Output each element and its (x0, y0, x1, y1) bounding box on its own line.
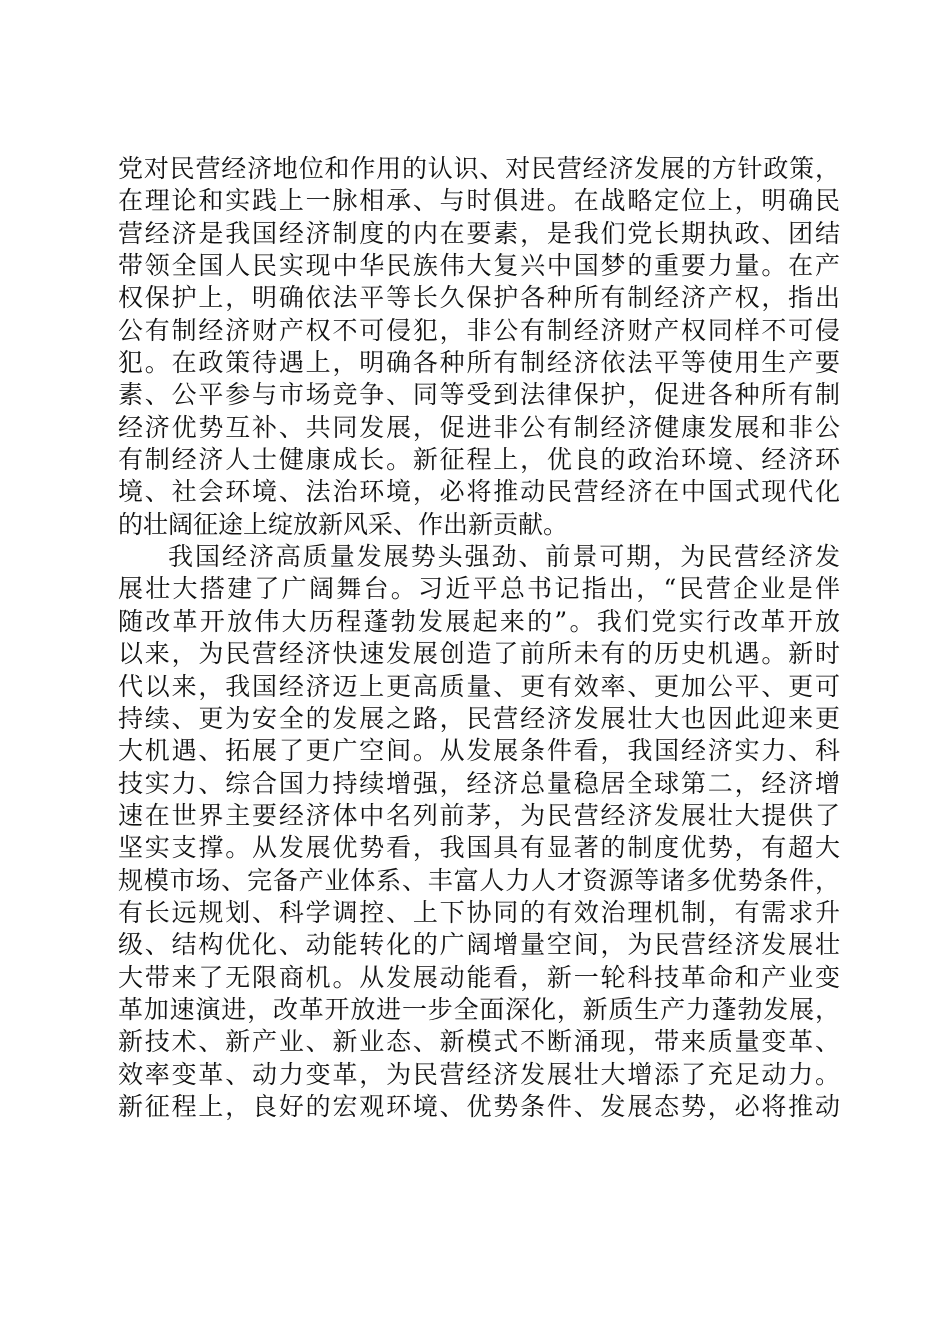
text-line: 持续、更为安全的发展之路，民营经济发展壮大也因此迎来更 (118, 703, 840, 733)
text-line: 的壮阔征途上绽放新风采、作出新贡献。 (118, 509, 569, 539)
text-line: 规模市场、完备产业体系、丰富人力人才资源等诸多优势条件， (118, 865, 840, 895)
text-line: 效率变革、动力变革，为民营经济发展壮大增添了充足动力。 (118, 1059, 840, 1089)
text-line: 境、社会环境、法治环境，必将推动民营经济在中国式现代化 (118, 477, 840, 507)
document-body-text (118, 153, 840, 1123)
text-line: 公有制经济财产权不可侵犯，非公有制经济财产权同样不可侵 (118, 315, 840, 345)
text-line: 素、公平参与市场竞争、同等受到法律保护，促进各种所有制 (118, 380, 840, 410)
text-line: 带领全国人民实现中华民族伟大复兴中国梦的重要力量。在产 (118, 251, 840, 281)
text-line: 新征程上，良好的宏观环境、优势条件、发展态势，必将推动 (118, 1091, 840, 1121)
text-line: 我国经济高质量发展势头强劲、前景可期，为民营经济发 (168, 542, 840, 572)
text-line: 大带来了无限商机。从发展动能看，新一轮科技革命和产业变 (118, 962, 840, 992)
text-line: 革加速演进，改革开放进一步全面深化，新质生产力蓬勃发展， (118, 994, 840, 1024)
text-line: 新技术、新产业、新业态、新模式不断涌现，带来质量变革、 (118, 1027, 840, 1057)
text-line: 犯。在政策待遇上，明确各种所有制经济依法平等使用生产要 (118, 348, 840, 378)
text-line: 代以来，我国经济迈上更高质量、更有效率、更加公平、更可 (118, 671, 840, 701)
text-line: 在理论和实践上一脉相承、与时俱进。在战略定位上，明确民 (118, 186, 840, 216)
text-line: 经济优势互补、共同发展，促进非公有制经济健康发展和非公 (118, 412, 840, 442)
text-line: 有制经济人士健康成长。新征程上，优良的政治环境、经济环 (118, 445, 840, 475)
text-line: 权保护上，明确依法平等长久保护各种所有制经济产权，指出 (118, 283, 840, 313)
text-line: 党对民营经济地位和作用的认识、对民营经济发展的方针政策， (118, 154, 840, 183)
text-line: 大机遇、拓展了更广空间。从发展条件看，我国经济实力、科 (118, 736, 840, 766)
text-line: 营经济是我国经济制度的内在要素，是我们党长期执政、团结 (118, 218, 840, 248)
text-line: 展壮大搭建了广阔舞台。习近平总书记指出，“民营企业是伴 (118, 574, 840, 604)
text-line: 技实力、综合国力持续增强，经济总量稳居全球第二，经济增 (118, 768, 840, 798)
text-line: 以来，为民营经济快速发展创造了前所未有的历史机遇。新时 (118, 639, 840, 669)
text-line: 随改革开放伟大历程蓬勃发展起来的”。我们党实行改革开放 (118, 606, 840, 636)
text-line: 速在世界主要经济体中名列前茅，为民营经济发展壮大提供了 (118, 800, 840, 830)
text-line: 级、结构优化、动能转化的广阔增量空间，为民营经济发展壮 (118, 930, 840, 960)
text-line: 有长远规划、科学调控、上下协同的有效治理机制，有需求升 (118, 897, 840, 927)
text-line: 坚实支撑。从发展优势看，我国具有显著的制度优势，有超大 (118, 833, 840, 863)
